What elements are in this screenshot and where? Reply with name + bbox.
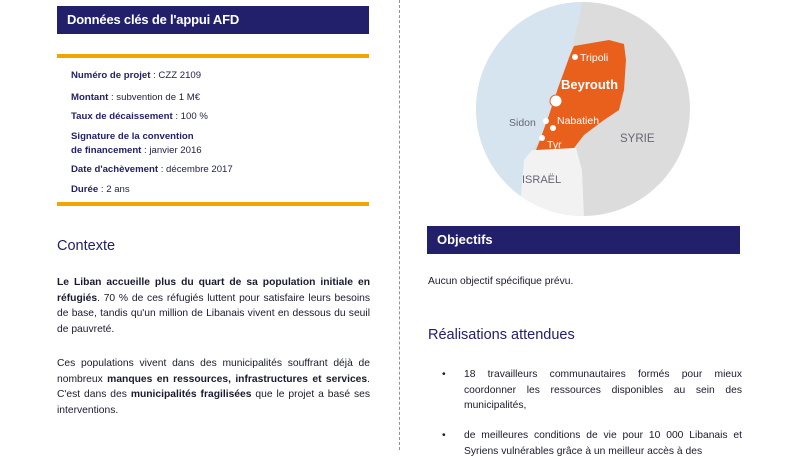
tyr-marker bbox=[539, 135, 545, 141]
column-divider bbox=[399, 0, 400, 450]
contexte-p2-text-a: Ces populations vivent dans des municipalités souffrant déjà de nombreux bbox=[57, 358, 370, 385]
key-label: Date d'achèvement bbox=[71, 164, 159, 175]
realisation-item-text: de meilleures conditions de vie pour 10 000 Libanais et Syriens vulnérables grâce à un meilleur accès à des bbox=[464, 430, 742, 457]
realisation-item-text: 18 travailleurs communautaires formés pour mieux coordonner les ressources disponibles au sein des municipalités, bbox=[464, 369, 742, 411]
key-row-amount bbox=[71, 92, 200, 104]
sidon-label: Sidon bbox=[509, 117, 536, 129]
contexte-p1-text: . 70 % de ces réfugiés luttent pour satisfaire leurs besoins de base, tandis qu'un million de Libanais vivent en dessous du seuil de pauvreté. bbox=[57, 292, 370, 335]
key-row-disbursement bbox=[71, 111, 208, 123]
key-value: : 100 % bbox=[172, 111, 208, 122]
key-label: Montant bbox=[71, 92, 109, 103]
contexte-paragraph-2 bbox=[57, 356, 370, 418]
bullet-icon: • bbox=[442, 369, 446, 380]
key-value: : subvention de 1 M€ bbox=[108, 92, 201, 103]
objectifs-title: Objectifs bbox=[437, 232, 493, 247]
syrie-label: SYRIE bbox=[620, 133, 655, 145]
nabatieh-label: Nabatieh bbox=[557, 115, 600, 127]
key-row-duration bbox=[71, 184, 130, 196]
bullet-icon: • bbox=[442, 430, 446, 441]
beyrouth-marker bbox=[550, 95, 562, 107]
tyr-label: Tyr bbox=[547, 139, 562, 151]
orange-divider-top bbox=[57, 54, 369, 58]
key-data-title: Données clés de l'appui AFD bbox=[67, 12, 240, 27]
key-row-signature-1 bbox=[71, 131, 194, 143]
key-label: Taux de décaissement bbox=[71, 111, 173, 122]
key-value: : CZZ 2109 bbox=[150, 70, 202, 81]
contexte-p1-bold: Le Liban accueille plus du quart de sa population initiale en réfugiés bbox=[57, 277, 370, 304]
key-value: : janvier 2016 bbox=[141, 145, 202, 156]
key-value: : 2 ans bbox=[98, 184, 130, 195]
realisation-item-1 bbox=[442, 367, 742, 415]
key-label: de financement bbox=[71, 145, 142, 156]
lebanon-map bbox=[474, 0, 692, 218]
contexte-p2-text-c: . C'est dans des bbox=[57, 373, 370, 400]
key-row-completion bbox=[71, 164, 233, 176]
map-svg bbox=[474, 0, 692, 218]
tripoli-label: Tripoli bbox=[580, 52, 609, 64]
key-row-signature-2 bbox=[71, 145, 202, 157]
key-row-project-number bbox=[71, 70, 201, 82]
nabatieh-marker bbox=[550, 125, 556, 131]
contexte-p2-bold-d: municipalités fragilisées bbox=[130, 389, 252, 400]
objectifs-header bbox=[427, 226, 740, 254]
contexte-p2-text-e: que le projet a basé ses interventions. bbox=[57, 389, 370, 416]
realisations-title: Réalisations attendues bbox=[428, 327, 575, 343]
realisation-item-2 bbox=[442, 428, 742, 457]
sidon-marker bbox=[543, 118, 549, 124]
key-data-header bbox=[57, 6, 369, 34]
contexte-p2-bold-b: manques en ressources, infrastructures et services bbox=[107, 373, 368, 385]
key-label: Durée bbox=[71, 184, 99, 195]
tripoli-marker bbox=[572, 54, 579, 61]
key-value: : décembre 2017 bbox=[158, 164, 233, 175]
key-label: Signature de la convention bbox=[71, 131, 194, 142]
objectifs-text: Aucun objectif spécifique prévu. bbox=[428, 276, 574, 287]
israel-label: ISRAËL bbox=[522, 174, 562, 186]
contexte-title: Contexte bbox=[57, 238, 116, 254]
beyrouth-label: Beyrouth bbox=[561, 77, 619, 92]
orange-divider-bottom bbox=[57, 202, 369, 206]
key-label: Numéro de projet bbox=[71, 70, 151, 81]
contexte-paragraph-1 bbox=[57, 275, 370, 337]
